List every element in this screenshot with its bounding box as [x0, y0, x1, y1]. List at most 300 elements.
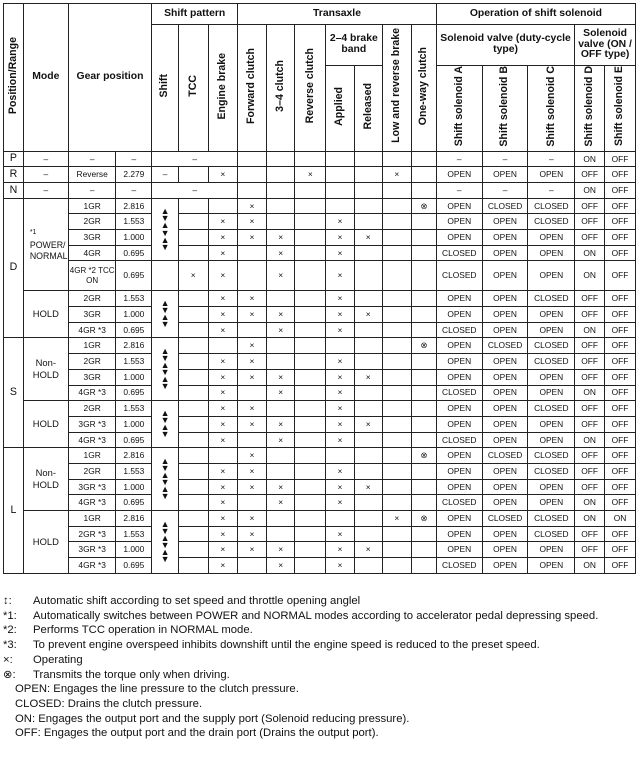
sol-a-cell: OPEN — [436, 401, 482, 417]
table-row — [4, 167, 636, 183]
x-mark: × — [326, 354, 355, 370]
sol-c-cell: OPEN — [528, 230, 575, 246]
sol-b-cell: OPEN — [482, 230, 528, 246]
x-mark: × — [266, 261, 295, 291]
sol-e-cell: OFF — [605, 354, 636, 370]
sol-d-cell: OFF — [575, 542, 605, 558]
x-mark: × — [208, 542, 238, 558]
sol-e-cell: OFF — [605, 385, 636, 401]
mode-non-hold: Non- HOLD — [23, 338, 68, 401]
sol-b-cell: OPEN — [482, 291, 528, 307]
sol-e-cell: OFF — [605, 338, 636, 354]
x-mark: × — [238, 463, 267, 479]
x-mark: × — [208, 511, 238, 527]
mode-cell: – — [23, 167, 68, 183]
sol-b-cell: OPEN — [482, 369, 528, 385]
x-mark: × — [208, 230, 238, 246]
hdr-sol-c: Shift solenoid C — [528, 66, 575, 152]
sol-d-cell: OFF — [575, 448, 605, 464]
sol-e-cell: OFF — [605, 307, 636, 323]
position-p: P — [4, 151, 24, 167]
x-mark: × — [238, 214, 267, 230]
x-mark: × — [326, 463, 355, 479]
footnote-mark: *3: — [3, 639, 17, 652]
ratio-cell: 1.000 — [116, 369, 152, 385]
sol-a-cell: OPEN — [436, 526, 482, 542]
sol-b-cell: OPEN — [482, 416, 528, 432]
ratio-cell: 1.553 — [116, 526, 152, 542]
sol-e-cell: OFF — [605, 261, 636, 291]
gear-cell: 4GR *3 — [68, 432, 116, 448]
table-row — [4, 245, 636, 261]
x-mark: × — [208, 354, 238, 370]
sol-b-cell: OPEN — [482, 214, 528, 230]
table-row — [4, 369, 636, 385]
sol-a-cell: OPEN — [436, 416, 482, 432]
x-mark: × — [208, 463, 238, 479]
sol-e-cell: OFF — [605, 369, 636, 385]
x-mark: × — [266, 369, 295, 385]
sol-e-cell: OFF — [605, 479, 636, 495]
sol-a-cell: OPEN — [436, 167, 482, 183]
gear-cell: 3GR *3 — [68, 479, 116, 495]
sol-b-cell: CLOSED — [482, 511, 528, 527]
footnote-mark: *1: — [3, 609, 17, 622]
table-row — [4, 526, 636, 542]
hdr-shift: Shift — [152, 25, 179, 152]
x-mark: × — [266, 230, 295, 246]
x-mark: × — [238, 230, 267, 246]
sol-a-cell: CLOSED — [436, 322, 482, 338]
x-mark: × — [208, 385, 238, 401]
sol-c-cell: CLOSED — [528, 448, 575, 464]
sol-b-cell: – — [482, 182, 528, 198]
x-mark: × — [208, 416, 238, 432]
x-mark: × — [326, 214, 355, 230]
gear-cell: 4GR — [68, 245, 116, 261]
ratio-cell: 1.000 — [116, 542, 152, 558]
x-mark: × — [266, 479, 295, 495]
sol-a-cell: CLOSED — [436, 245, 482, 261]
sol-d-cell: OFF — [575, 214, 605, 230]
x-mark: × — [326, 495, 355, 511]
cross-icon: ×: — [3, 653, 13, 666]
hdr-operation-shift-solenoid: Operation of shift solenoid — [436, 4, 635, 25]
definition-on: ON: Engages the output port and the supply port (Solenoid reducing pressure). — [15, 712, 410, 725]
table-row — [4, 198, 636, 214]
x-mark: × — [266, 322, 295, 338]
ratio-cell: 1.553 — [116, 401, 152, 417]
x-mark: × — [326, 432, 355, 448]
sol-c-cell: CLOSED — [528, 291, 575, 307]
hdr-forward-clutch: Forward clutch — [238, 25, 267, 152]
x-mark: × — [208, 261, 238, 291]
sol-b-cell: OPEN — [482, 167, 528, 183]
sol-d-cell: OFF — [575, 167, 605, 183]
sol-d-cell: ON — [575, 322, 605, 338]
x-mark: × — [266, 542, 295, 558]
footnote-2 — [3, 623, 633, 638]
sol-c-cell: CLOSED — [528, 354, 575, 370]
sol-d-cell: OFF — [575, 526, 605, 542]
ratio-cell: 1.000 — [116, 416, 152, 432]
sol-c-cell: OPEN — [528, 385, 575, 401]
x-mark: × — [326, 307, 355, 323]
x-mark: × — [326, 245, 355, 261]
gear-cell: 3GR — [68, 369, 116, 385]
gear-cell: 2GR — [68, 401, 116, 417]
x-mark: × — [354, 542, 382, 558]
x-mark: × — [266, 385, 295, 401]
x-mark: × — [382, 167, 412, 183]
shift-arrows — [152, 291, 179, 338]
x-mark: × — [208, 495, 238, 511]
x-mark: × — [238, 542, 267, 558]
x-mark: × — [326, 230, 355, 246]
x-mark: × — [238, 401, 267, 417]
x-mark: × — [238, 479, 267, 495]
sol-b-cell: OPEN — [482, 401, 528, 417]
sol-e-cell: OFF — [605, 448, 636, 464]
sol-b-cell: – — [482, 151, 528, 167]
x-mark: × — [178, 261, 208, 291]
gear-cell: 2GR — [68, 354, 116, 370]
sol-a-cell: OPEN — [436, 463, 482, 479]
sol-a-cell: OPEN — [436, 369, 482, 385]
hdr-sol-e: Shift solenoid E — [605, 66, 636, 152]
gear-cell: 3GR *3 — [68, 416, 116, 432]
x-mark: × — [354, 479, 382, 495]
sol-b-cell: OPEN — [482, 385, 528, 401]
x-mark: × — [208, 245, 238, 261]
footnote-text: Performs TCC operation in NORMAL mode. — [33, 624, 253, 637]
gear-cell: 4GR *2 TCC ON — [68, 261, 116, 291]
sol-c-cell: OPEN — [528, 261, 575, 291]
gear-cell: 1GR — [68, 448, 116, 464]
table-row — [4, 214, 636, 230]
mode-power-normal — [23, 198, 68, 291]
ratio-cell: 2.816 — [116, 448, 152, 464]
sol-e-cell: OFF — [605, 214, 636, 230]
sol-a-cell: OPEN — [436, 479, 482, 495]
x-mark: × — [208, 307, 238, 323]
sol-d-cell: OFF — [575, 307, 605, 323]
x-mark: × — [238, 307, 267, 323]
sol-e-cell: OFF — [605, 230, 636, 246]
sol-c-cell: – — [528, 182, 575, 198]
x-mark: × — [238, 416, 267, 432]
gear-cell: 2GR — [68, 214, 116, 230]
sol-e-cell: OFF — [605, 542, 636, 558]
x-mark: × — [326, 401, 355, 417]
sol-a-cell: CLOSED — [436, 385, 482, 401]
sol-a-cell: CLOSED — [436, 558, 482, 574]
sol-c-cell: OPEN — [528, 322, 575, 338]
hdr-low-reverse-brake: Low and reverse brake — [382, 25, 412, 152]
sol-a-cell: OPEN — [436, 291, 482, 307]
sol-d-cell: ON — [575, 385, 605, 401]
hdr-engine-brake: Engine brake — [208, 25, 238, 152]
sol-e-cell: OFF — [605, 245, 636, 261]
sol-b-cell: OPEN — [482, 542, 528, 558]
sol-d-cell: ON — [575, 511, 605, 527]
gear-cell: 1GR — [68, 198, 116, 214]
x-mark: × — [326, 385, 355, 401]
shift-arrow-icon: ▲ ▼ ▲ ▼ ▲ ▼ — [160, 346, 170, 392]
sol-e-cell: OFF — [605, 495, 636, 511]
sol-a-cell: OPEN — [436, 338, 482, 354]
sol-c-cell: CLOSED — [528, 511, 575, 527]
x-mark: × — [326, 291, 355, 307]
x-mark: × — [208, 526, 238, 542]
sol-e-cell: OFF — [605, 198, 636, 214]
sol-d-cell: ON — [575, 558, 605, 574]
x-mark: × — [208, 401, 238, 417]
gear-cell: 2GR — [68, 463, 116, 479]
x-mark: × — [266, 416, 295, 432]
x-mark: × — [266, 245, 295, 261]
sol-c-cell: – — [528, 151, 575, 167]
position-s: S — [4, 338, 24, 448]
gear-cell: 4GR *3 — [68, 322, 116, 338]
sol-e-cell: OFF — [605, 432, 636, 448]
x-mark: × — [266, 495, 295, 511]
ratio-cell: 0.695 — [116, 558, 152, 574]
ratio-cell: 2.279 — [116, 167, 152, 183]
shift-cell: – — [152, 167, 179, 183]
sol-c-cell: OPEN — [528, 432, 575, 448]
x-mark: × — [208, 291, 238, 307]
sol-d-cell: ON — [575, 151, 605, 167]
sol-e-cell: OFF — [605, 401, 636, 417]
sol-d-cell: OFF — [575, 230, 605, 246]
sol-e-cell: ON — [605, 511, 636, 527]
sol-d-cell: ON — [575, 245, 605, 261]
x-mark: × — [208, 558, 238, 574]
ratio-cell: 1.553 — [116, 214, 152, 230]
sol-b-cell: OPEN — [482, 261, 528, 291]
shift-arrow-icon: ▲ ▼ ▲ ▼ — [160, 408, 170, 440]
table-row — [4, 230, 636, 246]
sol-c-cell: CLOSED — [528, 463, 575, 479]
sol-e-cell: OFF — [605, 151, 636, 167]
circled-cross-icon: ⊗: — [3, 668, 16, 681]
table-row — [4, 448, 636, 464]
sol-a-cell: CLOSED — [436, 261, 482, 291]
sol-a-cell: OPEN — [436, 354, 482, 370]
mode-cell: – — [23, 151, 68, 167]
sol-c-cell: CLOSED — [528, 214, 575, 230]
ratio-cell: 0.695 — [116, 432, 152, 448]
footnote-text: Automatically switches between POWER and NORMAL modes according to accelerator pedal depressing speed. — [33, 609, 599, 622]
sol-e-cell: OFF — [605, 558, 636, 574]
sol-d-cell: OFF — [575, 401, 605, 417]
x-mark: × — [326, 558, 355, 574]
sol-c-cell: CLOSED — [528, 401, 575, 417]
table-row — [4, 322, 636, 338]
table-row — [4, 307, 636, 323]
sol-d-cell: OFF — [575, 416, 605, 432]
sol-e-cell: OFF — [605, 182, 636, 198]
x-mark: × — [326, 416, 355, 432]
ratio-cell: 0.695 — [116, 385, 152, 401]
hdr-sol-b: Shift solenoid B — [482, 66, 528, 152]
sol-d-cell: ON — [575, 432, 605, 448]
x-mark: × — [238, 369, 267, 385]
footnote-text: Transmits the torque only when driving. — [33, 668, 230, 681]
hdr-reverse-clutch: Reverse clutch — [295, 25, 326, 152]
shift-arrows — [152, 448, 179, 511]
footnote-mark: *2: — [3, 624, 17, 637]
x-mark: × — [238, 448, 267, 464]
table-row — [4, 151, 636, 167]
gear-cell: 3GR — [68, 230, 116, 246]
sol-b-cell: CLOSED — [482, 338, 528, 354]
sol-d-cell: ON — [575, 495, 605, 511]
sol-a-cell: – — [436, 151, 482, 167]
sol-d-cell: OFF — [575, 463, 605, 479]
x-mark: × — [295, 167, 326, 183]
x-mark: × — [208, 479, 238, 495]
footnote-text: To prevent engine overspeed inhibits downshift until the engine speed is reduced to the preset speed. — [33, 639, 540, 652]
table-row — [4, 291, 636, 307]
sol-a-cell: OPEN — [436, 542, 482, 558]
sol-b-cell: OPEN — [482, 307, 528, 323]
x-mark: × — [238, 511, 267, 527]
ratio-cell: 0.695 — [116, 322, 152, 338]
ratio-cell: 2.816 — [116, 338, 152, 354]
gear-cell: 2GR *3 — [68, 526, 116, 542]
hdr-tcc: TCC — [178, 25, 208, 152]
x-mark: × — [238, 198, 267, 214]
table-row — [4, 385, 636, 401]
mode-hold: HOLD — [23, 401, 68, 448]
sol-a-cell: OPEN — [436, 230, 482, 246]
hdr-sol-d: Shift solenoid D — [575, 66, 605, 152]
x-mark: × — [208, 432, 238, 448]
table-row — [4, 354, 636, 370]
footnote-shift-arrow — [3, 594, 633, 609]
footnotes — [3, 594, 633, 741]
owc-mark: ⊗ — [412, 511, 437, 527]
sol-c-cell: OPEN — [528, 245, 575, 261]
table-row — [4, 182, 636, 198]
table-row — [4, 558, 636, 574]
mode-hold: HOLD — [23, 511, 68, 574]
table-row — [4, 479, 636, 495]
hdr-sol-a: Shift solenoid A — [436, 66, 482, 152]
sol-a-cell: OPEN — [436, 214, 482, 230]
shift-arrow-icon: ▲ ▼ ▲ ▼ — [160, 298, 170, 330]
table-row — [4, 511, 636, 527]
x-mark: × — [266, 558, 295, 574]
sol-e-cell: OFF — [605, 463, 636, 479]
gear-cell: – — [68, 182, 116, 198]
ratio-cell: 1.553 — [116, 291, 152, 307]
sol-a-cell: CLOSED — [436, 432, 482, 448]
position-r: R — [4, 167, 24, 183]
sol-b-cell: OPEN — [482, 354, 528, 370]
shift-arrows — [152, 198, 179, 261]
sol-c-cell: OPEN — [528, 495, 575, 511]
position-n: N — [4, 182, 24, 198]
table-row — [4, 542, 636, 558]
gear-cell: 4GR *3 — [68, 495, 116, 511]
sol-c-cell: OPEN — [528, 479, 575, 495]
ratio-cell: 1.553 — [116, 463, 152, 479]
sol-d-cell: OFF — [575, 338, 605, 354]
table-row — [4, 261, 636, 291]
x-mark: × — [354, 230, 382, 246]
x-mark: × — [326, 261, 355, 291]
sol-a-cell: OPEN — [436, 307, 482, 323]
sol-b-cell: CLOSED — [482, 448, 528, 464]
sol-c-cell: OPEN — [528, 307, 575, 323]
x-mark: × — [354, 416, 382, 432]
hdr-solenoid-duty: Solenoid valve (duty-cycle type) — [436, 25, 574, 66]
shift-arrows — [152, 401, 179, 448]
footnote-text: Operating — [33, 653, 83, 666]
footnote-3 — [3, 638, 633, 653]
hdr-shift-pattern: Shift pattern — [152, 4, 238, 25]
ratio-cell: 0.695 — [116, 261, 152, 291]
table-row — [4, 401, 636, 417]
x-mark: × — [238, 291, 267, 307]
table-row — [4, 463, 636, 479]
ratio-cell: 1.000 — [116, 307, 152, 323]
sol-a-cell: OPEN — [436, 511, 482, 527]
hdr-released: Released — [354, 66, 382, 152]
sol-c-cell: CLOSED — [528, 198, 575, 214]
ratio-cell: 0.695 — [116, 495, 152, 511]
ratio-cell: 1.000 — [116, 230, 152, 246]
sol-b-cell: OPEN — [482, 432, 528, 448]
sol-b-cell: OPEN — [482, 558, 528, 574]
x-mark: × — [238, 526, 267, 542]
sol-d-cell: OFF — [575, 479, 605, 495]
sol-d-cell: OFF — [575, 354, 605, 370]
ratio-cell: 2.816 — [116, 511, 152, 527]
hdr-mode: Mode — [23, 4, 68, 152]
footnote-operating — [3, 653, 633, 668]
position-l: L — [4, 448, 24, 574]
sol-c-cell: CLOSED — [528, 338, 575, 354]
footnote-1 — [3, 609, 633, 624]
sol-c-cell: OPEN — [528, 167, 575, 183]
hdr-one-way-clutch: One-way clutch — [412, 25, 437, 152]
sol-c-cell: CLOSED — [528, 526, 575, 542]
gear-cell: 3GR *3 — [68, 542, 116, 558]
ratio-cell: 1.553 — [116, 354, 152, 370]
sol-e-cell: OFF — [605, 526, 636, 542]
x-mark: × — [238, 338, 267, 354]
footnote-one-way — [3, 668, 633, 683]
shift-arrow-icon: ▲ ▼ ▲ ▼ ▲ ▼ — [160, 456, 170, 502]
sol-b-cell: OPEN — [482, 245, 528, 261]
sol-e-cell: OFF — [605, 291, 636, 307]
hdr-24-brake-band: 2–4 brake band — [326, 25, 382, 66]
sol-c-cell: OPEN — [528, 416, 575, 432]
shift-arrow-icon: ↕: — [3, 595, 12, 607]
gear-cell: 4GR *3 — [68, 385, 116, 401]
x-mark: × — [326, 369, 355, 385]
sol-d-cell: OFF — [575, 291, 605, 307]
sol-a-cell: OPEN — [436, 448, 482, 464]
sol-c-cell: OPEN — [528, 369, 575, 385]
x-mark: × — [266, 307, 295, 323]
hdr-transaxle: Transaxle — [238, 4, 437, 25]
shift-pattern-cell: – — [152, 151, 238, 167]
